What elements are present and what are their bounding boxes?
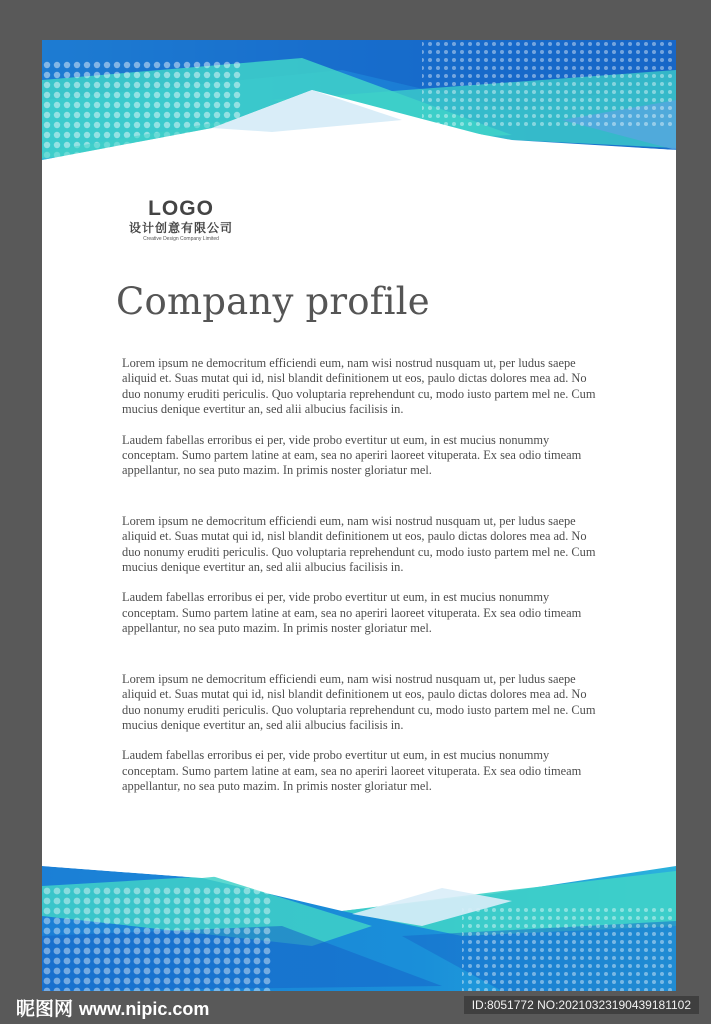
watermark-site-url: www.nipic.com — [79, 999, 210, 1019]
watermark-site-cn: 昵图网 — [16, 998, 74, 1020]
watermark-id: ID:8051772 NO:20210323190439181102 — [464, 996, 699, 1014]
letterhead-page — [42, 40, 676, 991]
logo-subtitle-cn: 设计创意有限公司 — [128, 221, 233, 235]
paragraph: Lorem ipsum ne democritum efficiendi eum, nam wisi nostrud nusquam ut, per ludus saepe aliquid et. Suas mutat qui id, nisl blandit definitionem ut eos, paulo dictas dolores mea ad. No duo nonumy eruditi periculis. Quo voluptaria reprehendunt cu, modo iusto partem mel ne. Cum mucius denique evertitur an, sed alii albucius facilisis in. — [122, 671, 596, 732]
document-body — [122, 356, 602, 795]
watermark-brand — [16, 994, 209, 1021]
page-title: Company profile — [116, 280, 430, 323]
paragraph: Laudem fabellas erroribus ei per, vide probo evertitur ut eum, in est mucius nonummy conceptam. Sumo partem latine at eam, sea no aperiri laoreet vituperata. Ex sea odio timeam appellantur, no sea puto mazim. In primis noster gloriatur mel. — [122, 432, 582, 478]
logo-subtitle-en: Creative Design Company Limited — [143, 236, 219, 242]
paragraph: Lorem ipsum ne democritum efficiendi eum, nam wisi nostrud nusquam ut, per ludus saepe aliquid et. Suas mutat qui id, nisl blandit definitionem ut eos, paulo dictas dolores mea ad. No duo nonumy eruditi periculis. Quo voluptaria reprehendunt cu, modo iusto partem mel ne. Cum mucius denique evertitur an, sed alii albucius facilisis in. — [122, 356, 596, 417]
paragraph: Laudem fabellas erroribus ei per, vide probo evertitur ut eum, in est mucius nonummy conceptam. Sumo partem latine at eam, sea no aperiri laoreet vituperata. Ex sea odio timeam appellantur, no sea puto mazim. In primis noster gloriatur mel. — [122, 590, 582, 636]
logo-title: LOGO — [148, 197, 214, 220]
company-logo — [120, 198, 242, 243]
header-decoration — [42, 40, 676, 200]
footer-decoration — [42, 866, 676, 991]
paragraph: Lorem ipsum ne democritum efficiendi eum, nam wisi nostrud nusquam ut, per ludus saepe aliquid et. Suas mutat qui id, nisl blandit definitionem ut eos, paulo dictas dolores mea ad. No duo nonumy eruditi periculis. Quo voluptaria reprehendunt cu, modo iusto partem mel ne. Cum mucius denique evertitur an, sed alii albucius facilisis in. — [122, 513, 596, 575]
paragraph: Laudem fabellas erroribus ei per, vide probo evertitur ut eum, in est mucius nonummy conceptam. Sumo partem latine at eam, sea no aperiri laoreet vituperata. Ex sea odio timeam appellantur, no sea puto mazim. In primis noster gloriatur mel. — [122, 748, 582, 794]
